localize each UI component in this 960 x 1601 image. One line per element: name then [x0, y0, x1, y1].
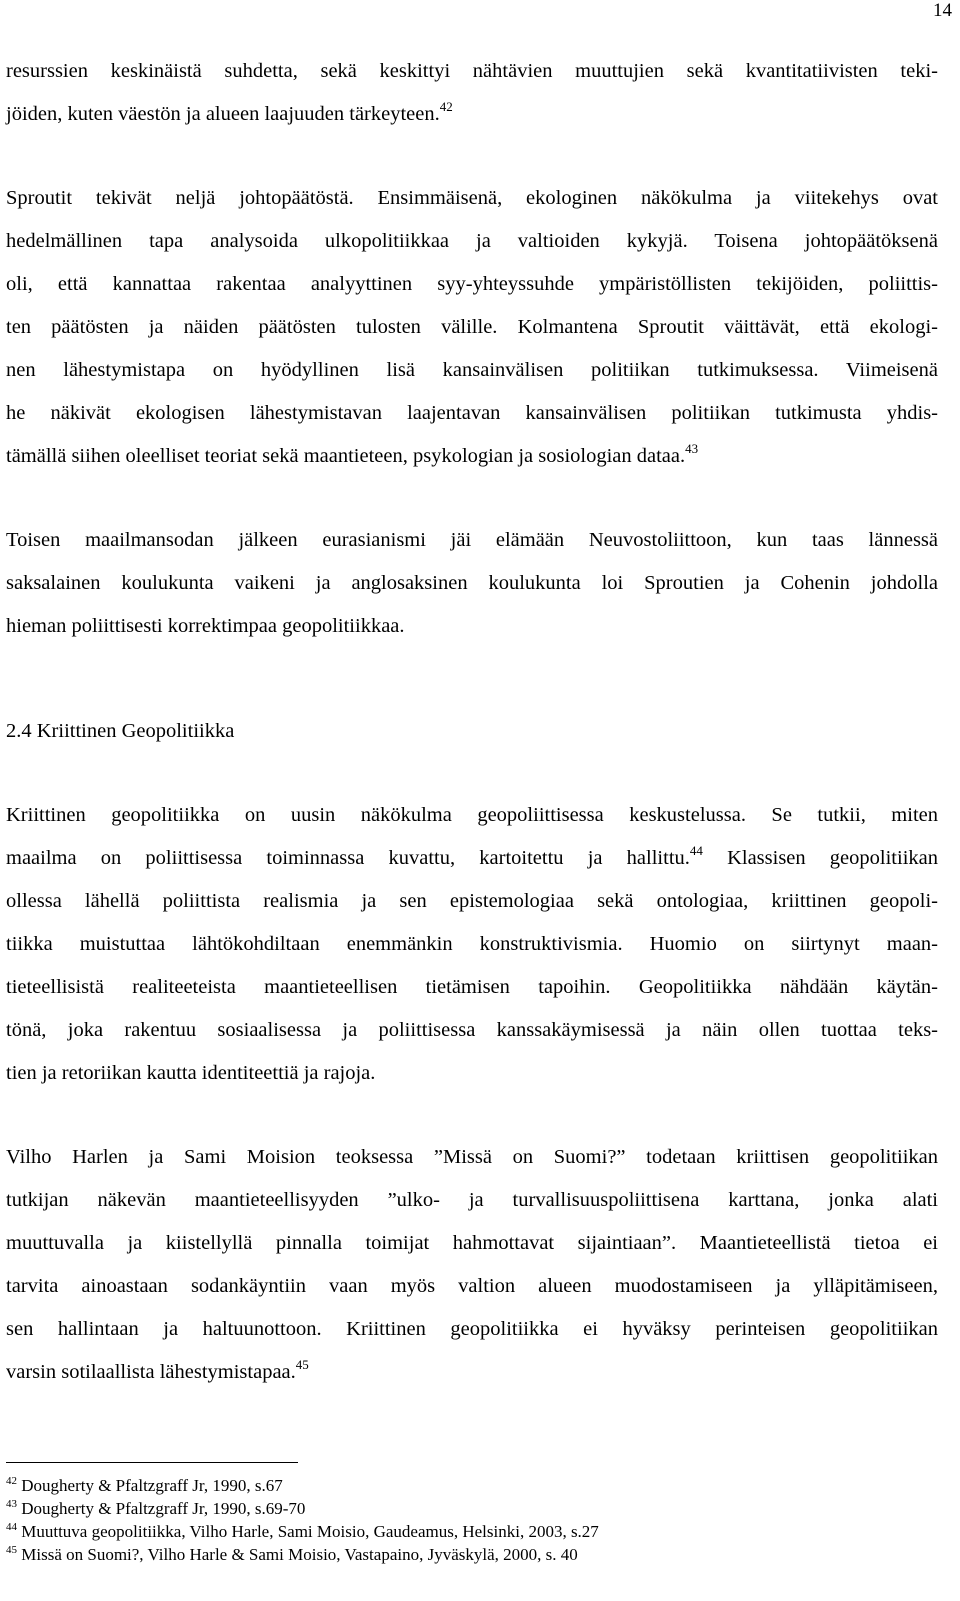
body-text-line: Sproutit tekivät neljä johtopäätöstä. Ensimmäisenä, ekologinen näkökulma ja viitekehys ovat [6, 187, 938, 209]
footnote-separator [6, 1462, 298, 1463]
body-text-line: ollessa lähellä poliittista realismia ja sen epistemologiaa sekä ontologiaa, kriittinen geopoli- [6, 890, 938, 912]
body-text-line: tien ja retoriikan kautta identiteettiä ja rajoja. [6, 1062, 376, 1084]
section-heading: 2.4 Kriittinen Geopolitiikka [6, 720, 235, 742]
body-text-line: tönä, joka rakentuu sosiaalisessa ja poliittisessa kanssakäymisessä ja näin ollen tuottaa teks- [6, 1019, 938, 1041]
body-text-line: Toisen maailmansodan jälkeen eurasianismi jäi elämään Neuvostoliittoon, kun taas lännessä [6, 529, 938, 551]
body-text-line: Kriittinen geopolitiikka on uusin näkökulma geopoliittisessa keskustelussa. Se tutkii, miten [6, 804, 938, 826]
footnote-ref[interactable]: 42 [439, 99, 453, 114]
page-number: 14 [933, 0, 952, 21]
body-text-line: maailma on poliittisessa toiminnassa kuvattu, kartoitettu ja hallittu.$^{44}$ Klassisen geopolitiikan [6, 843, 938, 869]
footnote: $^{42}$ Dougherty & Pfaltzgraff Jr, 1990, s.67 [6, 1475, 283, 1495]
footnote-ref[interactable]: 44 [689, 843, 703, 858]
body-text-line: hieman poliittisesti korrektimpaa geopolitiikkaa. [6, 615, 405, 637]
body-text-line: oli, että kannattaa rakentaa analyyttinen syy-yhteyssuhde ympäristöllisten tekijöiden, poliittis- [6, 273, 938, 295]
body-text-line: varsin sotilaallista lähestymistapaa.$^{45}$ [6, 1357, 309, 1383]
footnote-ref[interactable]: 43 [685, 441, 699, 456]
footnote: $^{43}$ Dougherty & Pfaltzgraff Jr, 1990, s.69-70 [6, 1498, 306, 1518]
footnote-ref[interactable]: 45 [295, 1357, 309, 1372]
body-text-line: hedelmällinen tapa analysoida ulkopolitiikkaa ja valtioiden kykyjä. Toisena johtopäätöksenä [6, 230, 938, 252]
body-text-line: tarvita ainoastaan sodankäyntiin vaan myös valtion alueen muodostamiseen ja ylläpitämiseen, [6, 1275, 938, 1297]
body-text-line: tutkijan näkevän maantieteellisyyden ”ulko- ja turvallisuuspoliittisena karttana, jonka alati [6, 1189, 938, 1211]
body-text-line: ten päätösten ja näiden päätösten tulosten välille. Kolmantena Sproutit väittävät, että ekologi- [6, 316, 938, 338]
body-text-line: Vilho Harlen ja Sami Moision teoksessa ”Missä on Suomi?” todetaan kriittisen geopolitiikan [6, 1146, 938, 1168]
body-text-line: tämällä siihen oleelliset teoriat sekä maantieteen, psykologian ja sosiologian dataa.$^{43}$ [6, 441, 699, 467]
body-text-line: he näkivät ekologisen lähestymistavan laajentavan kansainvälisen politiikan tutkimusta yhdis- [6, 402, 938, 424]
body-text-line: tiikka muistuttaa lähtökohdiltaan enemmänkin konstruktivismia. Huomio on siirtynyt maan- [6, 933, 938, 955]
body-text-line: nen lähestymistapa on hyödyllinen lisä kansainvälisen politiikan tutkimuksessa. Viimeisenä [6, 359, 938, 381]
body-text-line: tieteellisistä realiteeteista maantieteellisen tietämisen tapoihin. Geopolitiikka nähdään käytän- [6, 976, 938, 998]
footnote: $^{44}$ Muuttuva geopolitiikka, Vilho Harle, Sami Moisio, Gaudeamus, Helsinki, 2003, s.27 [6, 1521, 599, 1541]
body-text-line: resurssien keskinäistä suhdetta, sekä keskittyi nähtävien muuttujien sekä kvantitatiivisten teki- [6, 60, 938, 82]
body-text-line: muuttuvalla ja kiistellyllä pinnalla toimijat hahmottavat sijaintiaan”. Maantieteellistä tietoa ei [6, 1232, 938, 1254]
body-text-line: jöiden, kuten väestön ja alueen laajuuden tärkeyteen.$^{42}$ [6, 99, 453, 125]
body-text-line: saksalainen koulukunta vaikeni ja anglosaksinen koulukunta loi Sproutien ja Cohenin johdolla [6, 572, 938, 594]
body-text-line: sen hallintaan ja haltuunottoon. Kriittinen geopolitiikka ei hyväksy perinteisen geopolitiikan [6, 1318, 938, 1340]
footnote: $^{45}$ Missä on Suomi?, Vilho Harle & Sami Moisio, Vastapaino, Jyväskylä, 2000, s. 40 [6, 1544, 578, 1564]
